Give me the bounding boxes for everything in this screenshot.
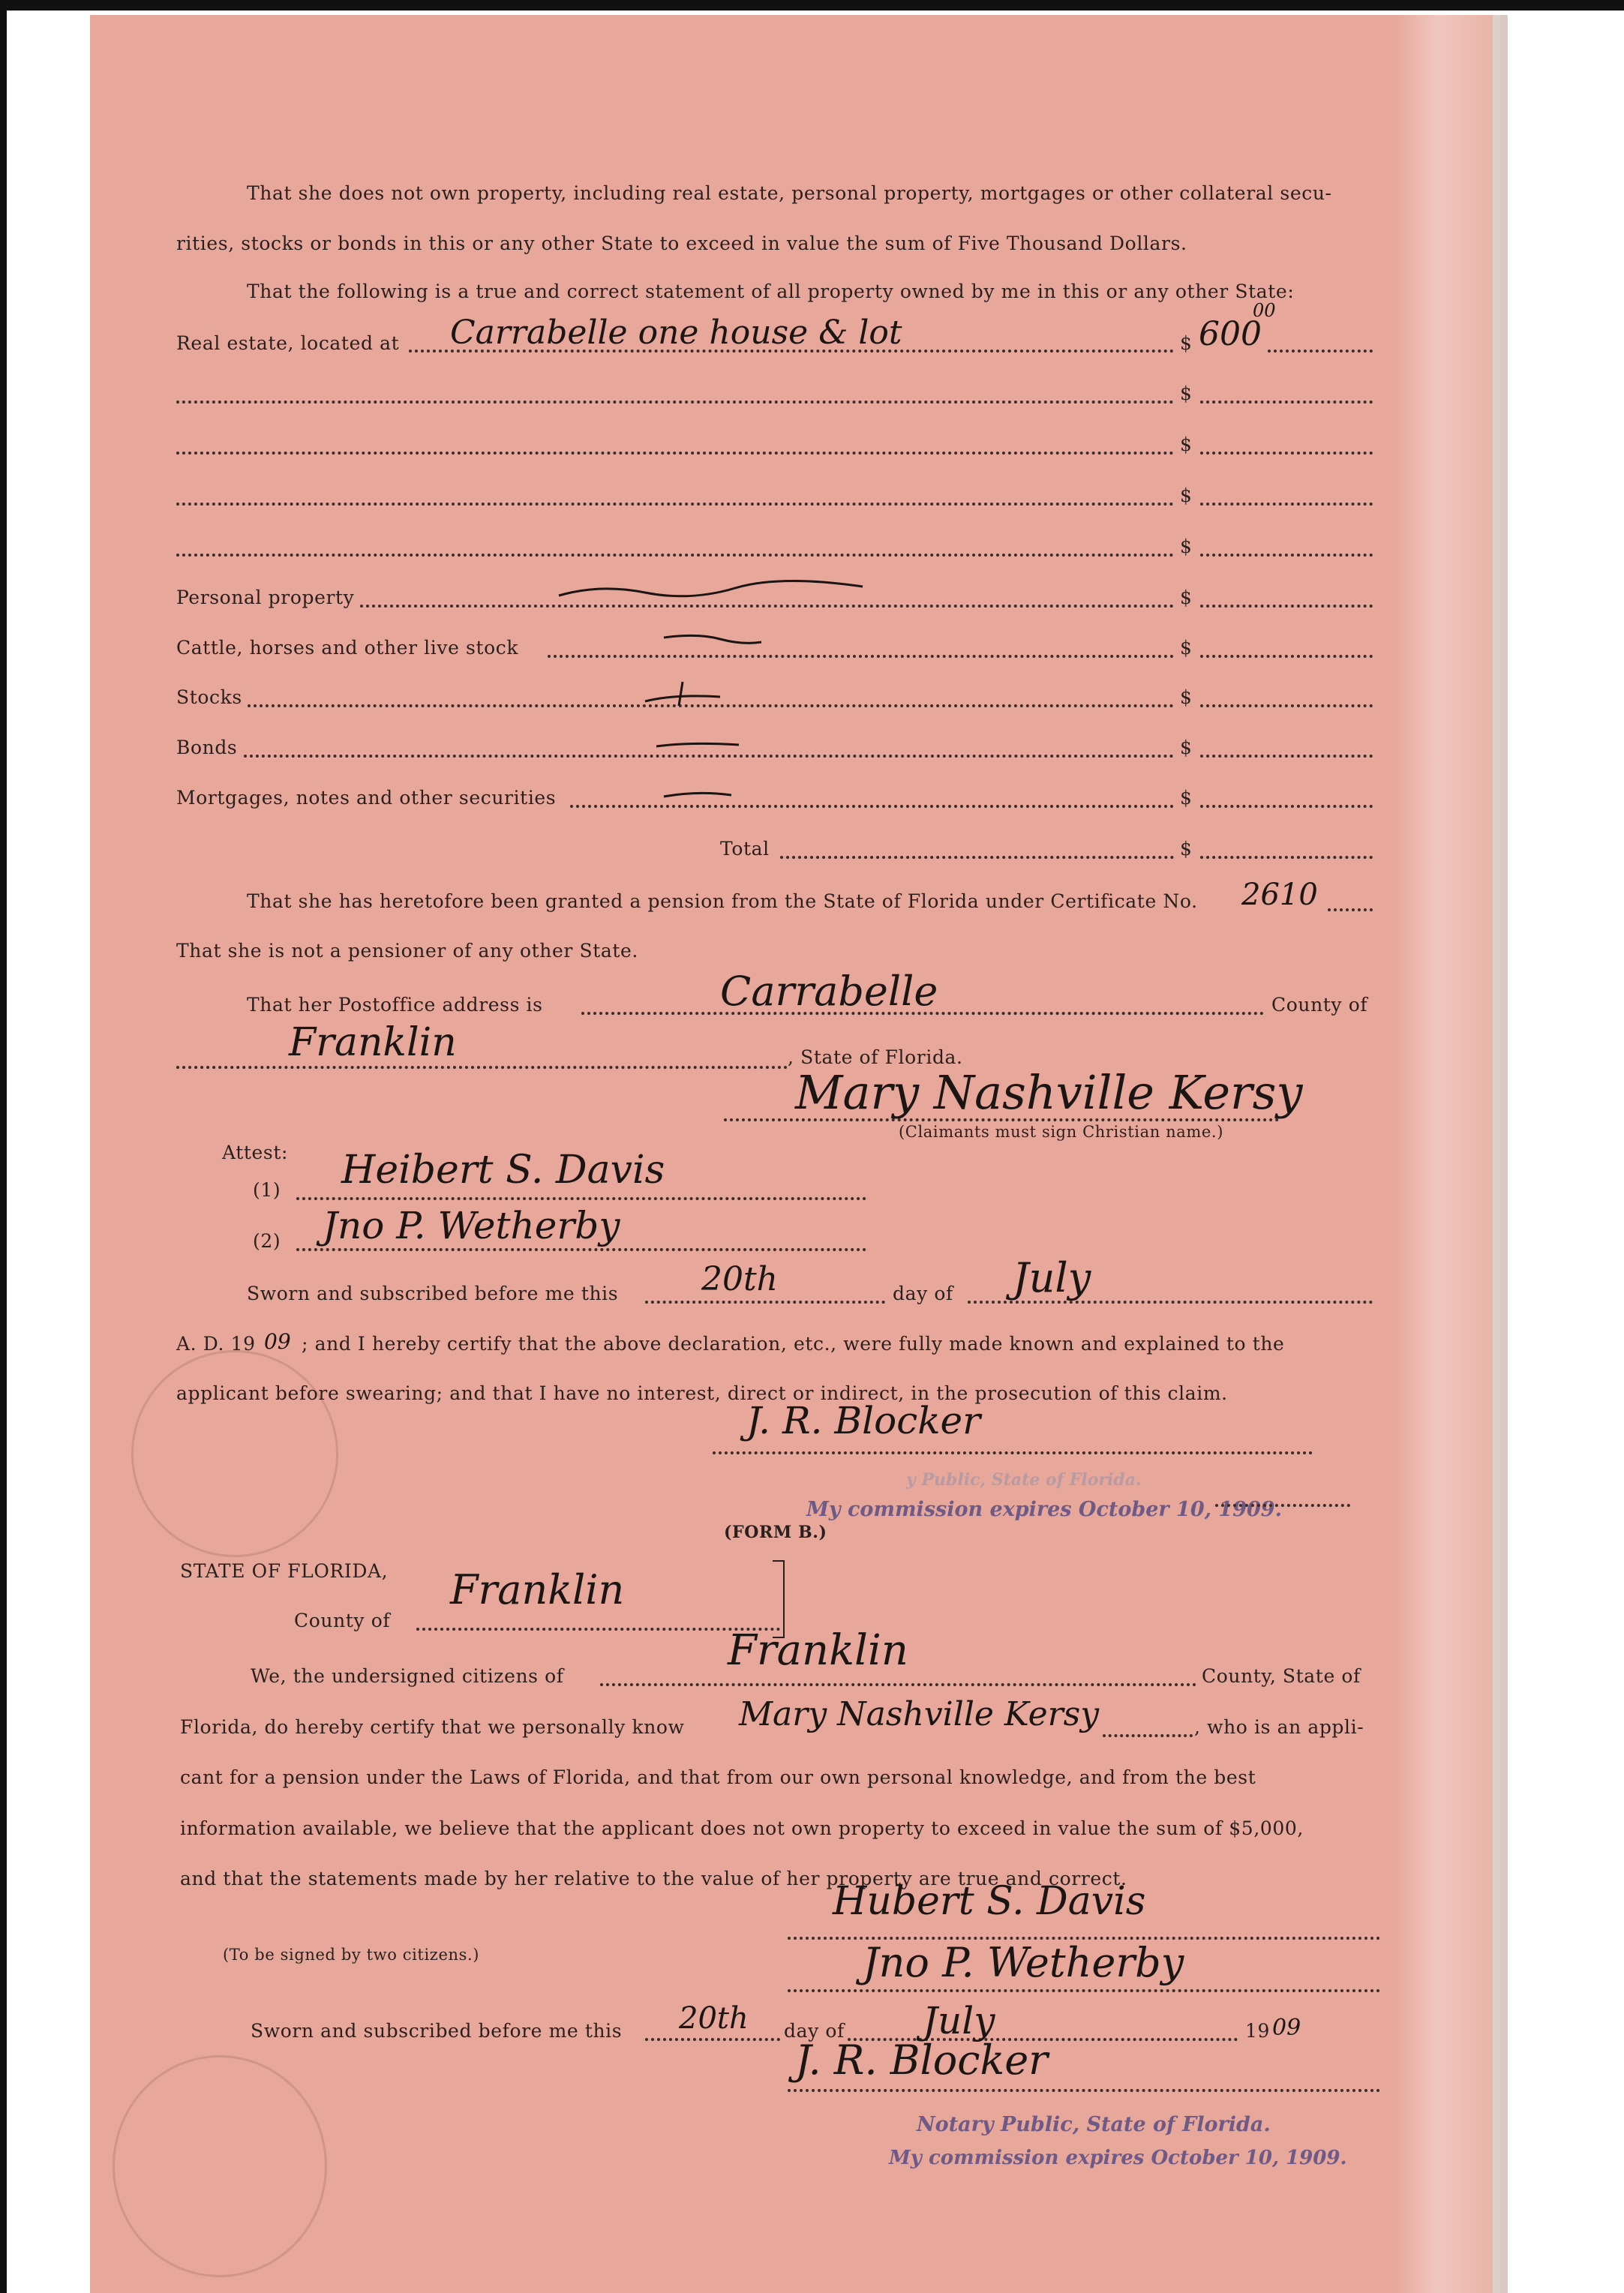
- form-b-title: (FORM B.): [724, 1523, 827, 1542]
- notary-stamp: My commission expires October 10, 1909.: [806, 1498, 1282, 1521]
- claimant-signature: Mary Nashville Kersy: [795, 1065, 1303, 1120]
- dash-mark: [638, 679, 728, 709]
- dotted-leader: [1200, 755, 1373, 758]
- intro-line-1: That she does not own property, including real estate, personal property, mortgages or other collateral secu-: [247, 182, 1332, 204]
- attest-number: (1): [253, 1179, 281, 1201]
- ad-prefix: A. D. 19: [176, 1333, 256, 1355]
- day-of-label: day of: [893, 1283, 953, 1304]
- dotted-leader: [176, 554, 1174, 557]
- who-is: , who is an appli-: [1194, 1716, 1364, 1738]
- dollar-sign: $: [1180, 536, 1193, 557]
- dollar-sign: $: [1180, 686, 1193, 708]
- personal-property-label: Personal property: [176, 587, 355, 608]
- embossed-seal: [131, 1350, 338, 1557]
- dotted-leader: [1200, 704, 1373, 707]
- dollar-sign: $: [1180, 434, 1193, 455]
- scan-border-top: [0, 0, 1624, 11]
- applicant-text: applicant before swearing; and that I have no interest, direct or indirect, in the prosecution of this claim.: [176, 1382, 1228, 1404]
- real-estate-value: 600: [1199, 315, 1262, 353]
- dotted-leader: [176, 401, 1174, 404]
- dotted-leader: [600, 1683, 1196, 1686]
- dotted-leader: [1103, 1734, 1193, 1737]
- dollar-sign: $: [1180, 587, 1193, 608]
- county-state-of: County, State of: [1202, 1665, 1361, 1687]
- stocks-label: Stocks: [176, 686, 242, 708]
- citizen-signature-1: Hubert S. Davis: [833, 1879, 1146, 1924]
- dollar-sign: $: [1180, 838, 1193, 860]
- dotted-leader: [1200, 655, 1373, 658]
- attest-signature-1: Heibert S. Davis: [341, 1148, 665, 1193]
- dollar-sign: $: [1180, 787, 1193, 809]
- undersigned-county: Franklin: [728, 1626, 908, 1675]
- county-of-label: County of: [1271, 994, 1368, 1016]
- sworn-label: Sworn and subscribed before me this: [247, 1283, 619, 1304]
- certificate-number: 2610: [1241, 878, 1318, 912]
- signature-line: [713, 1451, 1313, 1454]
- dollar-sign: $: [1180, 737, 1193, 758]
- statement-line: That the following is a true and correct statement of all property owned by me in this or any other State:: [247, 281, 1295, 302]
- dotted-leader: [780, 856, 1174, 859]
- dotted-leader: [1200, 401, 1373, 404]
- dotted-leader: [176, 503, 1174, 506]
- dotted-leader: [1200, 452, 1373, 455]
- dotted-leader: [1200, 805, 1373, 808]
- form-b-sworn-day: 20th: [679, 2001, 749, 2036]
- applicant-name: Mary Nashville Kersy: [739, 1695, 1100, 1733]
- form-b-sworn-month: July: [923, 1999, 995, 2042]
- signature-line: [296, 1197, 866, 1200]
- dotted-leader: [1268, 350, 1373, 353]
- attest-number: (2): [253, 1230, 281, 1252]
- state-of-florida: , State of Florida.: [788, 1046, 963, 1068]
- signed-note: (To be signed by two citizens.): [223, 1946, 480, 1964]
- dotted-leader: [176, 452, 1174, 455]
- dotted-leader: [176, 1066, 788, 1069]
- undersigned-label: We, the undersigned citizens of: [251, 1665, 564, 1687]
- dollar-sign: $: [1180, 383, 1193, 404]
- notary-stamp: y Public, State of Florida.: [906, 1470, 1142, 1490]
- citizen-signature-2: Jno P. Wetherby: [863, 1939, 1184, 1986]
- pension-granted-line: That she has heretofore been granted a pension from the State of Florida under Certificate No.: [247, 890, 1198, 912]
- county-value: Franklin: [289, 1020, 457, 1065]
- certify-line-1: Florida, do hereby certify that we personally know: [180, 1716, 685, 1738]
- ad-text: ; and I hereby certify that the above declaration, etc., were fully made known and explained to the: [302, 1333, 1285, 1355]
- scan-border-left: [0, 0, 7, 2293]
- dollar-sign: $: [1180, 637, 1193, 659]
- dotted-leader: [1200, 856, 1373, 859]
- intro-line-2: rities, stocks or bonds in this or any other State to exceed in value the sum of Five Thousand Dollars.: [176, 233, 1187, 254]
- dash-mark: [653, 739, 743, 754]
- form-b-state: STATE OF FLORIDA,: [180, 1560, 389, 1582]
- dotted-leader: [1200, 554, 1373, 557]
- dash-mark: [660, 788, 735, 803]
- ad-year: 09: [264, 1329, 291, 1354]
- postoffice-label: That her Postoffice address is: [247, 994, 543, 1016]
- dash-mark: [555, 579, 870, 602]
- claimant-note: (Claimants must sign Christian name.): [899, 1123, 1223, 1141]
- mortgages-label: Mortgages, notes and other securities: [176, 787, 557, 809]
- dash-mark: [660, 632, 765, 654]
- sworn-month: July: [1013, 1254, 1091, 1301]
- form-b-day-of: day of: [784, 2020, 845, 2042]
- attest-label: Attest:: [222, 1142, 289, 1163]
- dotted-leader: [360, 605, 1174, 608]
- signature-line: [788, 2089, 1380, 2092]
- embossed-seal: [113, 2055, 327, 2277]
- bonds-label: Bonds: [176, 737, 238, 758]
- dotted-leader: [1200, 605, 1373, 608]
- dotted-leader: [244, 755, 1174, 758]
- form-b-year-prefix: 19: [1245, 2020, 1271, 2042]
- form-b-sworn-label: Sworn and subscribed before me this: [251, 2020, 623, 2042]
- notary-signature: J. R. Blocker: [746, 1399, 981, 1442]
- dotted-leader: [1328, 908, 1373, 911]
- real-estate-label: Real estate, located at: [176, 332, 400, 354]
- form-b-notary-signature: J. R. Blocker: [795, 2036, 1048, 2084]
- cattle-label: Cattle, horses and other live stock: [176, 637, 519, 659]
- dotted-leader: [1200, 503, 1373, 506]
- total-label: Total: [720, 838, 770, 860]
- dotted-leader: [548, 655, 1174, 658]
- form-b-stamp: Notary Public, State of Florida.: [917, 2113, 1271, 2136]
- form-b-stamp: My commission expires October 10, 1909.: [889, 2147, 1347, 2169]
- dollar-sign: $: [1180, 332, 1193, 354]
- dotted-leader: [570, 805, 1174, 808]
- dollar-sign: $: [1180, 485, 1193, 506]
- sworn-day: 20th: [701, 1260, 779, 1298]
- certify-line-3: cant for a pension under the Laws of Florida, and that from our own personal knowledge, and from the best: [180, 1766, 1256, 1788]
- real-estate-cents: 00: [1253, 300, 1276, 321]
- signature-line: [788, 1989, 1380, 1992]
- real-estate-location: Carrabelle one house & lot: [450, 314, 902, 352]
- sleeve-glare: [1395, 15, 1500, 2293]
- signature-line: [296, 1248, 866, 1251]
- dotted-leader: [645, 2038, 780, 2041]
- form-b-county: Franklin: [450, 1566, 625, 1613]
- dotted-leader: [416, 1628, 780, 1631]
- not-pensioner-line: That she is not a pensioner of any other State.: [176, 940, 638, 962]
- form-b-year: 09: [1272, 2015, 1301, 2041]
- postoffice-value: Carrabelle: [720, 968, 938, 1015]
- dotted-leader: [645, 1301, 885, 1304]
- certify-line-4: information available, we believe that the applicant does not own property to exceed in value the sum of $5,000,: [180, 1817, 1304, 1839]
- signature-line: [1215, 1504, 1350, 1507]
- form-b-county-label: County of: [294, 1610, 391, 1631]
- certify-line-5: and that the statements made by her relative to the value of her property are true and correct.: [180, 1868, 1127, 1889]
- attest-signature-2: Jno P. Wetherby: [323, 1204, 620, 1247]
